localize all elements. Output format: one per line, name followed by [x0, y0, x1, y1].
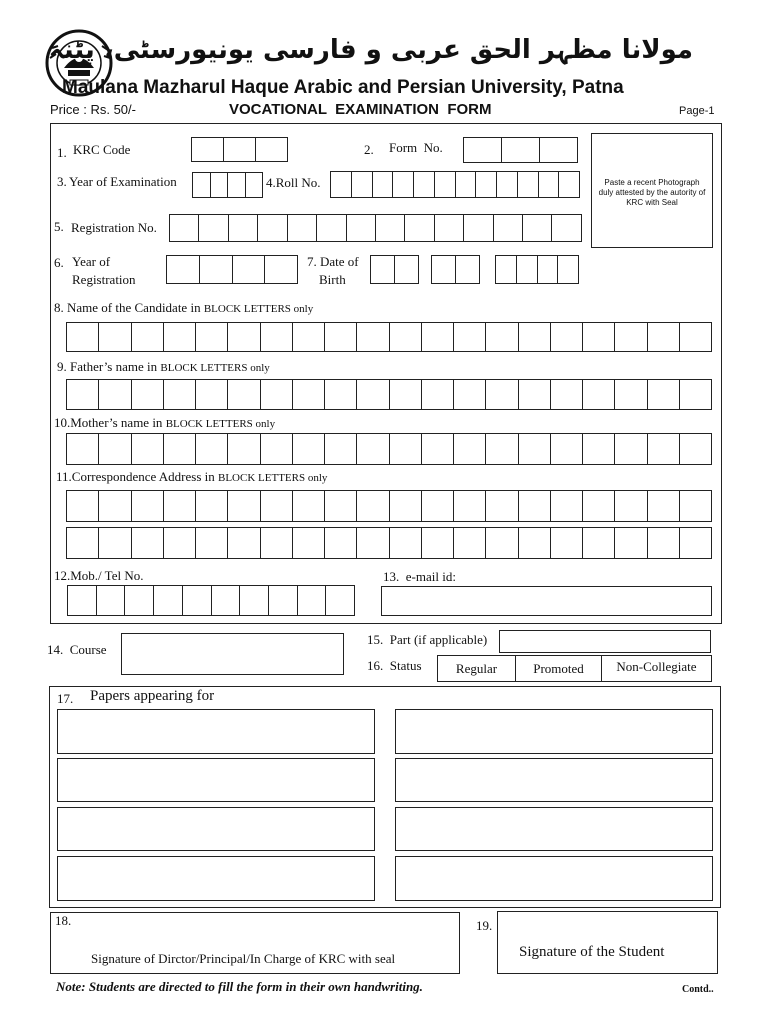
- english-title: Maulana Mazharul Haque Arabic and Persian University, Patna: [62, 77, 624, 98]
- form-no-number: 2.: [364, 142, 374, 157]
- mother-name-label: [54, 415, 275, 432]
- director-signature-number: 18.: [55, 913, 72, 928]
- father-name-text: Father’s name in: [70, 359, 161, 374]
- year-registration-input[interactable]: [166, 255, 298, 284]
- roll-no-input[interactable]: [330, 171, 580, 198]
- mobile-number: 12.: [54, 568, 71, 583]
- status-number: 16.: [367, 658, 384, 673]
- student-signature-number: 19.: [476, 918, 493, 933]
- papers-label: Papers appearing for: [90, 688, 215, 704]
- continued-label: Contd..: [682, 984, 714, 995]
- email-label: [383, 569, 456, 584]
- status-option-non-collegiate[interactable]: Non-Collegiate: [616, 659, 697, 674]
- mobile-input[interactable]: [67, 585, 355, 616]
- course-number: 14.: [47, 642, 64, 657]
- photo-instructions: Paste a recent Photograph duly attested by the autority of KRC with Seal: [598, 178, 706, 207]
- roll-no-label: 4.Roll No.: [266, 175, 321, 190]
- handwriting-note: Note: Students are directed to fill the form in their own handwriting.: [56, 979, 423, 994]
- year-exam-input[interactable]: [192, 172, 263, 198]
- address-input-line2[interactable]: [66, 527, 712, 559]
- status-options: [437, 655, 712, 682]
- email-input[interactable]: [381, 586, 712, 616]
- paper-box-2[interactable]: [395, 709, 713, 754]
- dob-label-line1: 7. Date of: [307, 254, 359, 269]
- krc-code-number: 1.: [57, 145, 67, 160]
- candidate-name-text: Name of the Candidate in: [67, 300, 204, 315]
- address-text: Correspondence Address in: [71, 469, 218, 484]
- form-no-label: Form No.: [389, 140, 443, 155]
- course-label: [47, 642, 107, 657]
- father-name-caps: BLOCK LETTERS: [160, 362, 248, 374]
- papers-number: 17.: [57, 691, 74, 706]
- father-name-end: only: [247, 362, 270, 374]
- mother-name-number: 10.: [54, 415, 71, 430]
- part-number: 15.: [367, 632, 384, 647]
- dob-month-input[interactable]: [431, 255, 480, 284]
- mother-name-input[interactable]: [66, 433, 712, 465]
- dob-day-input[interactable]: [370, 255, 419, 284]
- student-signature-label: Signature of the Student: [519, 944, 665, 960]
- status-text: Status: [389, 658, 422, 673]
- address-end: only: [305, 472, 328, 484]
- candidate-name-number: 8.: [54, 300, 64, 315]
- part-label: [367, 632, 487, 647]
- paper-box-7[interactable]: [57, 856, 375, 901]
- paper-box-6[interactable]: [395, 807, 713, 851]
- registration-no-input[interactable]: [169, 214, 582, 242]
- year-registration-label-line1: Year of: [72, 254, 111, 269]
- krc-code-input[interactable]: [191, 137, 288, 162]
- email-text: e-mail id:: [405, 569, 456, 584]
- registration-no-label: Registration No.: [71, 220, 157, 235]
- address-label: [56, 469, 327, 486]
- price: Price : Rs. 50/-: [50, 102, 136, 117]
- mother-name-caps: BLOCK LETTERS: [165, 418, 253, 430]
- registration-no-number: 5.: [54, 219, 64, 234]
- address-caps: BLOCK LETTERS: [218, 472, 306, 484]
- candidate-name-end: only: [290, 303, 314, 315]
- father-name-input[interactable]: [66, 379, 712, 410]
- paper-box-3[interactable]: [57, 758, 375, 802]
- father-name-label: [57, 359, 270, 376]
- status-label: [367, 658, 422, 673]
- mother-name-end: only: [252, 418, 276, 430]
- course-input[interactable]: [121, 633, 344, 675]
- dob-label-line2: Birth: [319, 272, 346, 287]
- year-registration-number: 6.: [54, 255, 64, 270]
- year-exam-number: 3.: [57, 174, 67, 189]
- paper-box-4[interactable]: [395, 758, 713, 802]
- paper-box-8[interactable]: [395, 856, 713, 901]
- mother-name-text: Mother’s name in: [70, 415, 166, 430]
- year-exam-label: Year of Examination: [69, 174, 177, 189]
- paper-box-5[interactable]: [57, 807, 375, 851]
- paper-box-1[interactable]: [57, 709, 375, 754]
- form-title: VOCATIONAL EXAMINATION FORM: [229, 101, 492, 118]
- student-signature-box[interactable]: [497, 911, 718, 974]
- year-registration-label-line2: Registration: [72, 272, 136, 287]
- dob-year-input[interactable]: [495, 255, 579, 284]
- urdu-title: مولانا مظہر الحق عربی و فارسی یونیورسٹی، پٹنہ: [48, 35, 693, 65]
- address-input-line1[interactable]: [66, 490, 712, 522]
- mobile-label: [54, 568, 144, 583]
- krc-code-label: KRC Code: [73, 142, 131, 157]
- email-number: 13.: [383, 569, 400, 584]
- form-no-input[interactable]: [463, 137, 578, 163]
- page-number: Page-1: [679, 105, 715, 117]
- mobile-text: Mob./ Tel No.: [70, 568, 144, 583]
- course-text: Course: [69, 642, 107, 657]
- candidate-name-input[interactable]: [66, 322, 712, 352]
- address-number: 11.: [56, 469, 72, 484]
- candidate-name-caps: BLOCK LETTERS: [203, 303, 291, 315]
- father-name-number: 9.: [57, 359, 67, 374]
- part-input[interactable]: [499, 630, 711, 653]
- candidate-name-label: [54, 300, 313, 317]
- status-option-promoted[interactable]: Promoted: [516, 656, 602, 681]
- director-signature-label: Signature of Dirctor/Principal/In Charge of KRC with seal: [91, 951, 396, 966]
- status-option-regular[interactable]: Regular: [438, 656, 516, 681]
- part-text: Part (if applicable): [389, 632, 488, 647]
